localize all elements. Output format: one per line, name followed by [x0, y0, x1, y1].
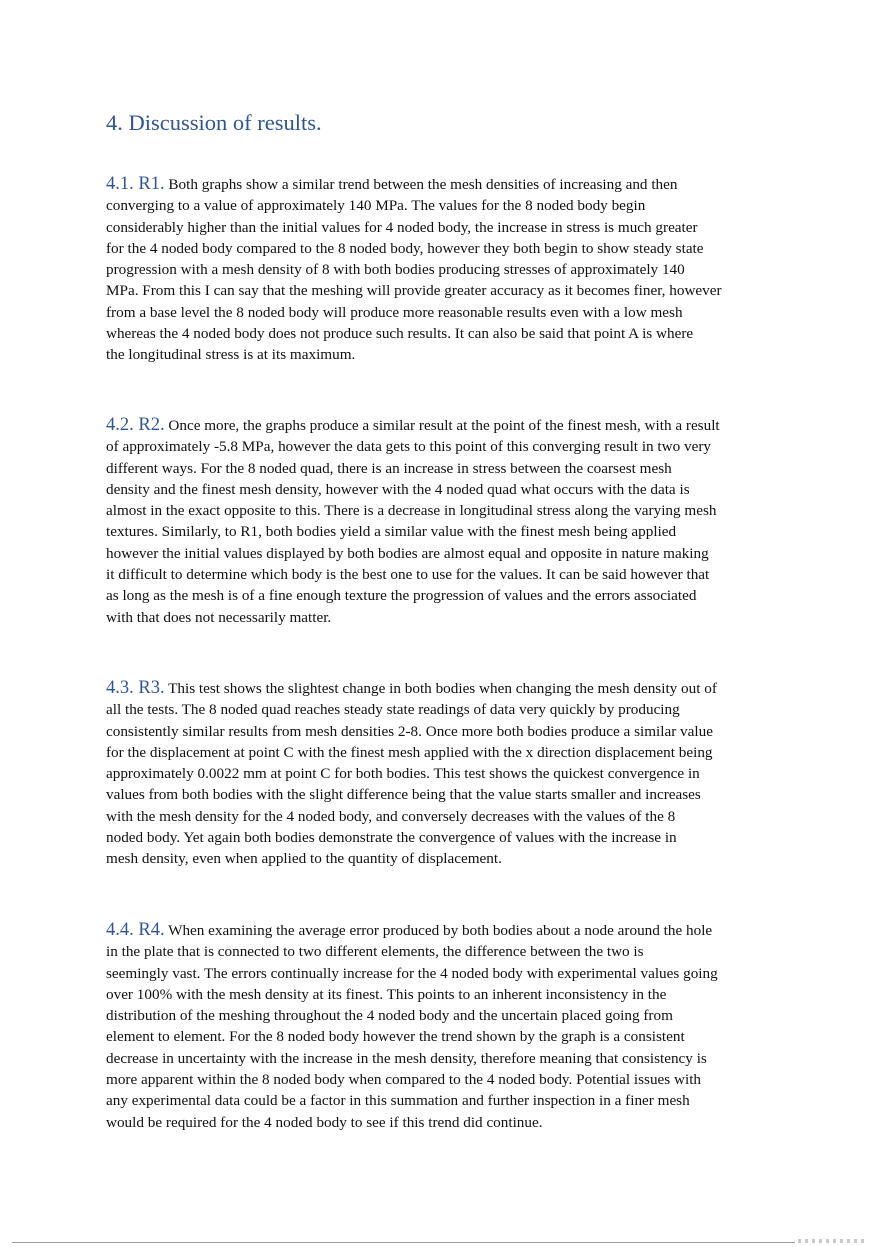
paragraph-line: 4.1. R1. Both graphs show a similar trend between the mesh densities of increasing and then — [106, 174, 678, 194]
paragraph-line: the longitudinal stress is at its maximum. — [106, 346, 356, 364]
paragraph-line: distribution of the meshing throughout the 4 noded body and the uncertain placed going from — [106, 1007, 673, 1025]
paragraph-r2 — [106, 415, 776, 628]
paragraph-line: all the tests. The 8 noded quad reaches steady state readings of data very quickly by producing — [106, 701, 680, 719]
paragraph-line: element to element. For the 8 noded body however the trend shown by the graph is a consistent — [106, 1028, 685, 1046]
paragraph-r1 — [106, 174, 776, 366]
paragraph-line: considerably higher than the initial values for 4 noded body, the increase in stress is much greater — [106, 218, 698, 236]
paragraph-line: more apparent within the 8 noded body when compared to the 4 noded body. Potential issues with — [106, 1071, 702, 1089]
paragraph-line: different ways. For the 8 noded quad, there is an increase in stress between the coarsest mesh — [106, 459, 672, 477]
paragraph-line: any experimental data could be a factor in this summation and further inspection in a finer mesh — [106, 1092, 690, 1110]
paragraph-line: values from both bodies with the slight difference being that the value starts smaller and increases — [106, 786, 701, 804]
paragraph-line: seemingly vast. The errors continually increase for the 4 noded body with experimental values going — [106, 964, 718, 982]
paragraph-r3 — [106, 678, 776, 870]
paragraph-line: approximately 0.0022 mm at point C for both bodies. This test shows the quickest convergence in — [106, 765, 700, 783]
subsection-title-r1: 4.1. R1. — [106, 174, 165, 194]
paragraph-r4 — [106, 920, 776, 1133]
paragraph-line: whereas the 4 noded body does not produce such results. It can also be said that point A is where — [106, 325, 694, 343]
paragraph-line: of approximately -5.8 MPa, however the data gets to this point of this converging result in two very — [106, 438, 711, 456]
paragraph-line: density and the finest mesh density, however with the 4 noded quad what occurs with the data is — [106, 480, 690, 498]
paragraph-line: mesh density, even when applied to the quantity of displacement. — [106, 850, 502, 868]
subsection-title-r2: 4.2. R2. — [106, 415, 165, 435]
paragraph-line: for the 4 noded body compared to the 8 noded body, however they both begin to show steady state — [106, 239, 704, 257]
paragraph-line: decrease in uncertainty with the increase in the mesh density, therefore meaning that consistency is — [106, 1049, 707, 1067]
paragraph-line: textures. Similarly, to R1, both bodies yield a similar value with the finest mesh being applied — [106, 523, 677, 541]
footer-marks — [798, 1239, 866, 1243]
paragraph-line: however the initial values displayed by both bodies are almost equal and opposite in nature making — [106, 544, 709, 562]
paragraph-line: progression with a mesh density of 8 with both bodies producing stresses of approximately 140 — [106, 261, 685, 279]
paragraph-line: in the plate that is connected to two different elements, the difference between the two is — [106, 943, 644, 961]
paragraph-line: 4.3. R3. This test shows the slightest change in both bodies when changing the mesh density out of — [106, 678, 717, 698]
paragraph-line: would be required for the 4 noded body to see if this trend did continue. — [106, 1113, 543, 1131]
paragraph-line: for the displacement at point C with the finest mesh applied with the x direction displacement being — [106, 743, 713, 761]
paragraph-line: over 100% with the mesh density at its finest. This points to an inherent inconsistency in the — [106, 985, 667, 1003]
paragraph-line: with that does not necessarily matter. — [106, 608, 332, 626]
paragraph-line: MPa. From this I can say that the meshing will provide greater accuracy as it becomes finer, however — [106, 282, 722, 300]
paragraph-line: it difficult to determine which body is the best one to use for the values. It can be said however that — [106, 566, 710, 584]
section-heading: 4. Discussion of results. — [106, 110, 322, 135]
paragraph-line: consistently similar results from mesh densities 2-8. Once more both bodies produce a similar value — [106, 722, 713, 740]
paragraph-line: from a base level the 8 noded body will produce more reasonable results even with a low mesh — [106, 303, 683, 321]
footer-divider — [12, 1242, 795, 1243]
paragraph-line: almost in the exact opposite to this. There is a decrease in longitudinal stress along the varying mesh — [106, 502, 717, 520]
paragraph-line: noded body. Yet again both bodies demonstrate the convergence of values with the increase in — [106, 829, 677, 847]
paragraph-line: 4.2. R2. Once more, the graphs produce a similar result at the point of the finest mesh, with a result — [106, 415, 720, 435]
subsection-title-r4: 4.4. R4. — [106, 920, 165, 940]
subsection-title-r3: 4.3. R3. — [106, 678, 165, 698]
paragraph-line: with the mesh density for the 4 noded body, and conversely decreases with the values of the 8 — [106, 807, 676, 825]
paragraph-line: as long as the mesh is of a fine enough texture the progression of values and the errors associated — [106, 587, 697, 605]
paragraph-line: converging to a value of approximately 140 MPa. The values for the 8 noded body begin — [106, 197, 646, 215]
paragraph-line: 4.4. R4. When examining the average error produced by both bodies about a node around the hole — [106, 920, 713, 940]
